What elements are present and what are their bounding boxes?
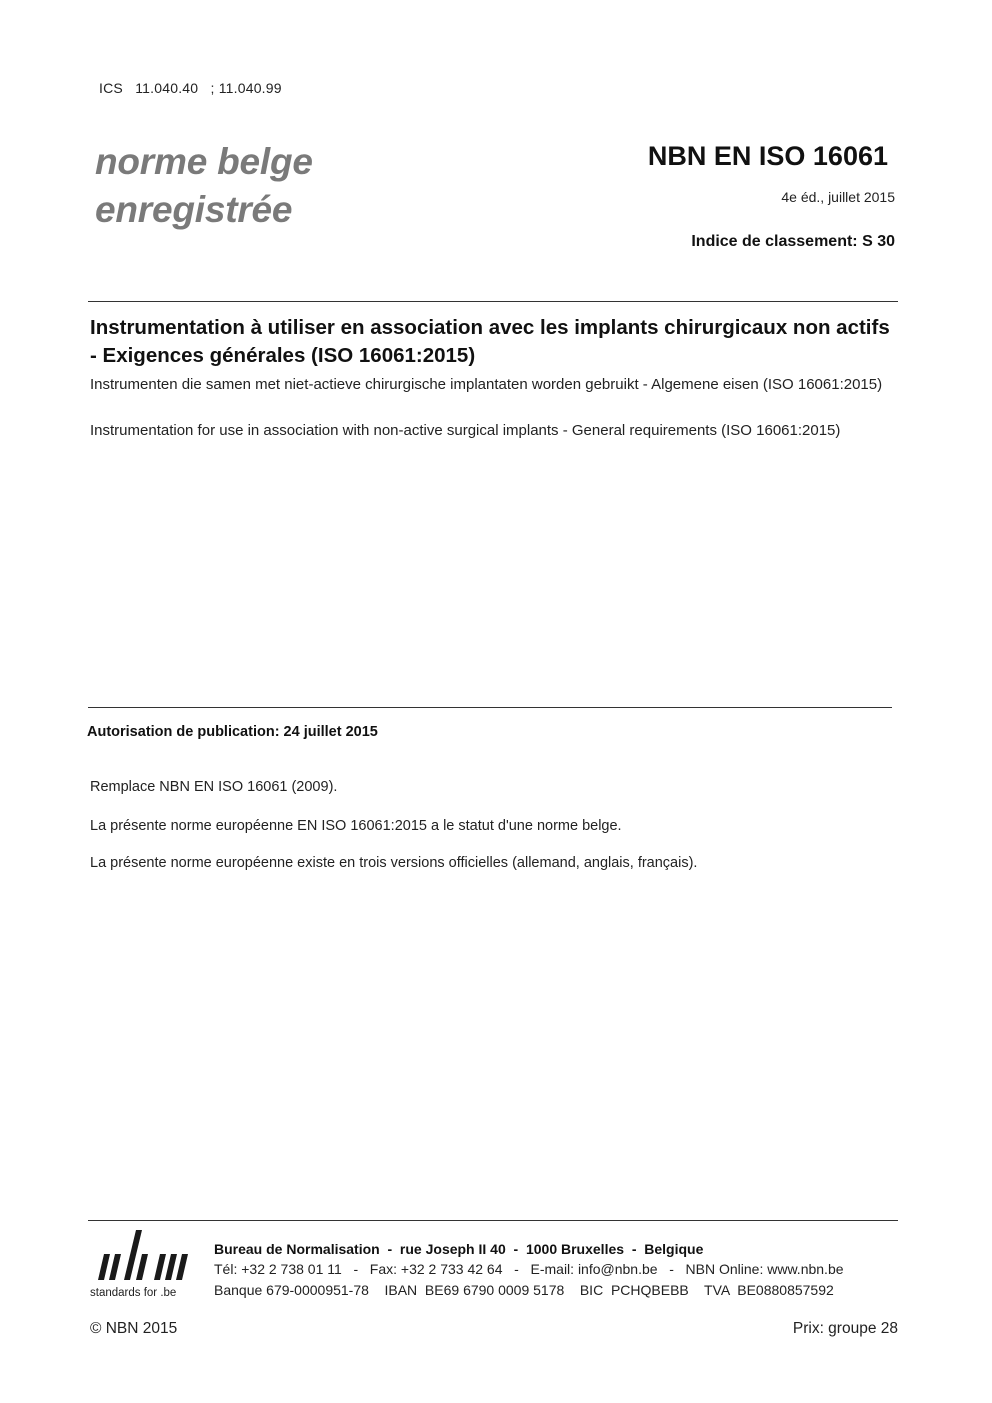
title-french: Instrumentation à utiliser en association avec les implants chirurgicaux non actifs - Exigences générales (ISO 16061:2015) xyxy=(90,316,890,367)
classification-index: Indice de classement: S 30 xyxy=(691,233,895,250)
status-note: La présente norme européenne EN ISO 16061:2015 a le statut d'une norme belge. xyxy=(90,818,622,834)
footer-bank: Banque 679-0000951-78 IBAN BE69 6790 0009 5178 BIC PCHQBEBB TVA BE0880857592 xyxy=(214,1282,834,1298)
norm-type-line2: enregistrée xyxy=(95,189,293,230)
nbn-logo-mark xyxy=(90,1228,200,1286)
divider-middle xyxy=(88,707,892,708)
title-dutch: Instrumenten die samen met niet-actieve chirurgische implantaten worden gebruikt - Algemene eisen (ISO 16061:2015) xyxy=(90,376,883,393)
norm-type-line1: norme belge xyxy=(95,141,313,182)
copyright: © NBN 2015 xyxy=(90,1320,178,1337)
footer-organization: Bureau de Normalisation - rue Joseph II 40 - 1000 Bruxelles - Belgique xyxy=(214,1241,704,1257)
publication-authorization: Autorisation de publication: 24 juillet 2015 xyxy=(87,724,378,740)
replaces-note: Remplace NBN EN ISO 16061 (2009). xyxy=(90,779,338,795)
logo-caption: standards for .be xyxy=(90,1287,177,1299)
versions-note: La présente norme européenne existe en trois versions officielles (allemand, anglais, français). xyxy=(90,855,698,871)
nbn-logo xyxy=(90,1228,200,1308)
standard-number: NBN EN ISO 16061 xyxy=(647,141,888,171)
ics-codes: ICS 11.040.40 ; 11.040.99 xyxy=(99,80,282,96)
footer-contact: Tél: +32 2 738 01 11 - Fax: +32 2 733 42 64 - E-mail: info@nbn.be - NBN Online: www.nbn.be xyxy=(214,1261,844,1277)
title-english: Instrumentation for use in association with non-active surgical implants - General requirements (ISO 16061:2015) xyxy=(90,422,841,439)
price-group: Prix: groupe 28 xyxy=(792,1320,898,1337)
edition-date: 4e éd., juillet 2015 xyxy=(781,189,895,205)
divider-footer xyxy=(88,1220,898,1221)
divider-top xyxy=(88,301,898,302)
